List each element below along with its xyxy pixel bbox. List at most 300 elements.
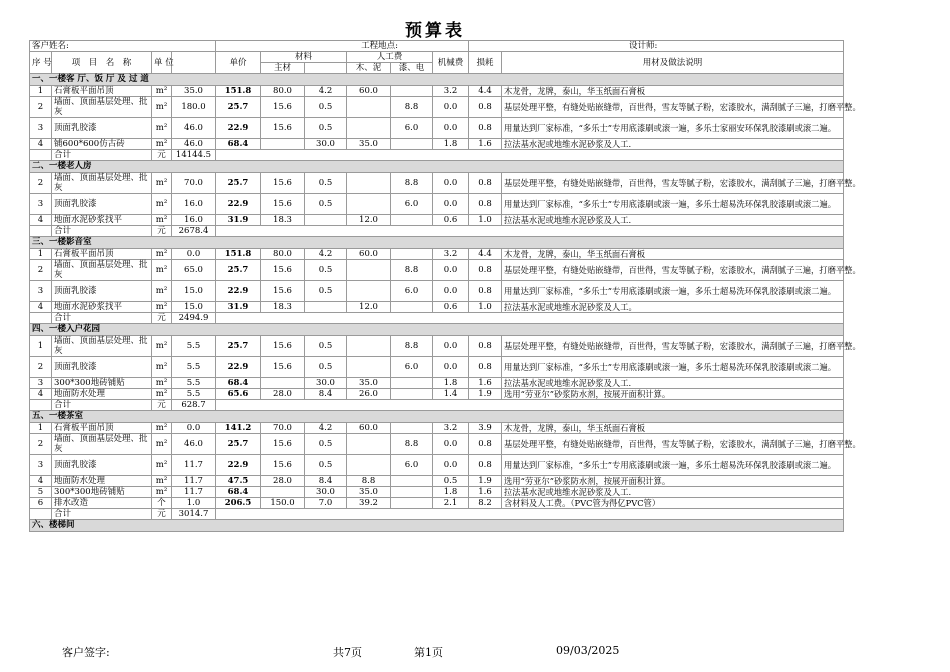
unit: m²: [152, 476, 172, 487]
paint-labor: 6.0: [391, 455, 433, 476]
item-name: 墙面、顶面基层处理、批灰: [52, 260, 152, 281]
subtotal-blank: [30, 150, 52, 161]
subtotal-row: [30, 313, 844, 324]
description: 基层处理平整，有缝处贴嵌缝带，百世得，雪友等腻子粉，宏漆胶水，满刮腻子三遍，打磨平整。: [502, 97, 844, 118]
main-material: 15.6: [261, 260, 305, 281]
machine-fee: 0.6: [433, 215, 469, 226]
subtotal-row: [30, 509, 844, 520]
table-row: [30, 357, 844, 378]
subtotal-blank: [30, 509, 52, 520]
subtotal-blank: [30, 400, 52, 411]
subtotal-rest: [216, 150, 844, 161]
wood-labor: [347, 455, 391, 476]
info-row: [30, 41, 844, 52]
header-seq: 序 号: [30, 52, 52, 74]
table-row: [30, 249, 844, 260]
unit-price: 22.9: [216, 281, 261, 302]
machine-fee: 3.2: [433, 86, 469, 97]
description: 拉法基水泥或地维水泥砂浆及人工.: [502, 139, 844, 150]
unit-price: 25.7: [216, 173, 261, 194]
budget-table: [29, 40, 861, 532]
main-material: 70.0: [261, 423, 305, 434]
main-material: [261, 139, 305, 150]
wood-labor: 60.0: [347, 423, 391, 434]
aux-material: [305, 302, 347, 313]
unit-price: 68.4: [216, 378, 261, 389]
description: 拉法基水泥或地维水泥砂浆及人工.: [502, 215, 844, 226]
row-number: 3: [30, 281, 52, 302]
row-number: 1: [30, 423, 52, 434]
paint-labor: 6.0: [391, 357, 433, 378]
machine-fee: 0.0: [433, 194, 469, 215]
subtotal-blank: [30, 313, 52, 324]
machine-fee: 0.0: [433, 281, 469, 302]
unit: m²: [152, 249, 172, 260]
table-row: [30, 336, 844, 357]
quantity: 0.0: [172, 249, 216, 260]
paint-labor: [391, 215, 433, 226]
row-number: 2: [30, 97, 52, 118]
unit: m²: [152, 455, 172, 476]
row-number: 4: [30, 139, 52, 150]
item-name: 墙面、顶面基层处理、批灰: [52, 434, 152, 455]
main-material: 18.3: [261, 215, 305, 226]
unit: m²: [152, 302, 172, 313]
section-title: 二、一楼老人房: [30, 161, 844, 173]
main-material: 15.6: [261, 118, 305, 139]
main-material: [261, 378, 305, 389]
quantity: 46.0: [172, 434, 216, 455]
table-row: [30, 139, 844, 150]
header-aux-material: [305, 63, 347, 74]
unit: m²: [152, 215, 172, 226]
unit: m²: [152, 173, 172, 194]
subtotal-label: 合计: [52, 313, 152, 324]
wood-labor: 12.0: [347, 215, 391, 226]
print-date: 09/03/2025: [556, 644, 620, 657]
paint-labor: [391, 389, 433, 400]
main-material: 15.6: [261, 434, 305, 455]
header-loss: 损耗: [469, 52, 502, 74]
paint-labor: [391, 423, 433, 434]
item-name: 顶面乳胶漆: [52, 194, 152, 215]
wood-labor: [347, 173, 391, 194]
subtotal-value: 2494.9: [172, 313, 216, 324]
section-title: 一、一楼客 厅、饭 厅 及 过 道: [30, 74, 844, 86]
loss: 0.8: [469, 194, 502, 215]
header-main-material: 主材: [261, 63, 305, 74]
unit: m²: [152, 281, 172, 302]
section-header: [30, 237, 844, 249]
item-name: 墙面、顶面基层处理、批灰: [52, 97, 152, 118]
unit: m²: [152, 423, 172, 434]
description: 基层处理平整，有缝处贴嵌缝带，百世得，雪友等腻子粉，宏漆胶水，满刮腻子三遍，打磨平整。: [502, 434, 844, 455]
aux-material: 4.2: [305, 423, 347, 434]
machine-fee: 3.2: [433, 423, 469, 434]
row-number: 3: [30, 455, 52, 476]
paint-labor: 8.8: [391, 260, 433, 281]
subtotal-row: [30, 400, 844, 411]
quantity: 16.0: [172, 215, 216, 226]
main-material: 80.0: [261, 86, 305, 97]
row-number: 4: [30, 389, 52, 400]
table-row: [30, 476, 844, 487]
aux-material: 0.5: [305, 194, 347, 215]
machine-fee: 1.8: [433, 378, 469, 389]
section-title: 六、楼梯间: [30, 520, 844, 532]
row-number: 5: [30, 487, 52, 498]
aux-material: 0.5: [305, 455, 347, 476]
unit-price: 25.7: [216, 97, 261, 118]
item-name: 石膏板平面吊顶: [52, 86, 152, 97]
description: 基层处理平整，有缝处贴嵌缝带，百世得，雪友等腻子粉，宏漆胶水，满刮腻子三遍，打磨平整。: [502, 336, 844, 357]
page-footer: [0, 644, 950, 664]
paint-labor: 8.8: [391, 434, 433, 455]
description: 木龙骨，龙牌，泰山，华玉纸面石膏板: [502, 249, 844, 260]
loss: 1.6: [469, 378, 502, 389]
main-material: [261, 487, 305, 498]
table-row: [30, 194, 844, 215]
row-number: 3: [30, 194, 52, 215]
loss: 1.6: [469, 487, 502, 498]
row-number: 3: [30, 378, 52, 389]
machine-fee: 0.0: [433, 118, 469, 139]
quantity: 65.0: [172, 260, 216, 281]
description: 木龙骨，龙牌，泰山，华玉纸面石膏板: [502, 86, 844, 97]
row-number: 1: [30, 86, 52, 97]
main-material: 15.6: [261, 173, 305, 194]
header-paint-labor: 漆、电: [391, 63, 433, 74]
subtotal-rest: [216, 226, 844, 237]
paint-labor: [391, 487, 433, 498]
table-row: [30, 118, 844, 139]
main-material: 15.6: [261, 281, 305, 302]
row-number: 1: [30, 249, 52, 260]
loss: 0.8: [469, 336, 502, 357]
aux-material: 0.5: [305, 260, 347, 281]
subtotal-value: 2678.4: [172, 226, 216, 237]
unit: m²: [152, 118, 172, 139]
description: 基层处理平整，有缝处贴嵌缝带，百世得，雪友等腻子粉，宏漆胶水，满刮腻子三遍，打磨平整。: [502, 173, 844, 194]
loss: 3.9: [469, 423, 502, 434]
subtotal-value: 14144.5: [172, 150, 216, 161]
loss: 0.8: [469, 455, 502, 476]
table-row: [30, 498, 844, 509]
section-header: [30, 520, 844, 532]
row-number: 2: [30, 357, 52, 378]
unit: m²: [152, 378, 172, 389]
wood-labor: [347, 434, 391, 455]
item-name: 地面水泥砂浆找平: [52, 215, 152, 226]
item-name: 地面水泥砂浆找平: [52, 302, 152, 313]
table-row: [30, 97, 844, 118]
paint-labor: [391, 302, 433, 313]
subtotal-value: 628.7: [172, 400, 216, 411]
header-wood-labor: 木、泥: [347, 63, 391, 74]
machine-fee: 0.0: [433, 260, 469, 281]
unit-price: 22.9: [216, 357, 261, 378]
quantity: 46.0: [172, 139, 216, 150]
description: 拉法基水泥或地维水泥砂浆及人工.: [502, 378, 844, 389]
site-label: 工程地点:: [216, 41, 469, 52]
unit-price: 68.4: [216, 139, 261, 150]
item-name: 石膏板平面吊顶: [52, 423, 152, 434]
quantity: 1.0: [172, 498, 216, 509]
machine-fee: 1.8: [433, 139, 469, 150]
item-name: 顶面乳胶漆: [52, 357, 152, 378]
quantity: 11.7: [172, 476, 216, 487]
table-row: [30, 86, 844, 97]
aux-material: 0.5: [305, 281, 347, 302]
machine-fee: 0.0: [433, 336, 469, 357]
subtotal-label: 合计: [52, 150, 152, 161]
table-row: [30, 434, 844, 455]
unit: m²: [152, 86, 172, 97]
description: 含材料及人工费。（PVC管为得亿PVC管）: [502, 498, 844, 509]
unit-price: 31.9: [216, 302, 261, 313]
loss: 0.8: [469, 281, 502, 302]
item-name: 石膏板平面吊顶: [52, 249, 152, 260]
loss: 1.0: [469, 302, 502, 313]
total-pages: 共7页: [333, 646, 362, 659]
unit: m²: [152, 97, 172, 118]
header-machine: 机械费: [433, 52, 469, 74]
unit-price: 25.7: [216, 434, 261, 455]
header-desc: 用材及做法说明: [502, 52, 844, 74]
main-material: 15.6: [261, 357, 305, 378]
aux-material: 0.5: [305, 336, 347, 357]
aux-material: 0.5: [305, 97, 347, 118]
section-header: [30, 161, 844, 173]
header-labor: 人工费: [347, 52, 433, 63]
quantity: 5.5: [172, 357, 216, 378]
paint-labor: 6.0: [391, 281, 433, 302]
machine-fee: 2.1: [433, 498, 469, 509]
unit-price: 22.9: [216, 194, 261, 215]
item-name: 地面防水处理: [52, 476, 152, 487]
aux-material: 0.5: [305, 118, 347, 139]
section-header: [30, 411, 844, 423]
unit: 个: [152, 498, 172, 509]
item-name: 顶面乳胶漆: [52, 455, 152, 476]
row-number: 6: [30, 498, 52, 509]
wood-labor: 60.0: [347, 86, 391, 97]
quantity: 5.5: [172, 378, 216, 389]
main-material: 15.6: [261, 336, 305, 357]
subtotal-label: 合计: [52, 226, 152, 237]
description: 拉法基水泥或地维水泥砂浆及人工.: [502, 487, 844, 498]
item-name: 排水改造: [52, 498, 152, 509]
row-number: 4: [30, 215, 52, 226]
subtotal-row: [30, 150, 844, 161]
table-row: [30, 455, 844, 476]
description: 拉法基水泥或地维水泥砂浆及人工。: [502, 302, 844, 313]
section-header: [30, 74, 844, 86]
customer-name-label: 客户姓名:: [30, 41, 216, 52]
aux-material: [305, 215, 347, 226]
subtotal-unit: 元: [152, 400, 172, 411]
loss: 0.8: [469, 357, 502, 378]
main-material: 80.0: [261, 249, 305, 260]
quantity: 180.0: [172, 97, 216, 118]
loss: 4.4: [469, 86, 502, 97]
header-price: 单价: [216, 52, 261, 74]
unit: m²: [152, 194, 172, 215]
unit-price: 22.9: [216, 455, 261, 476]
machine-fee: 0.0: [433, 455, 469, 476]
item-name: 地面防水处理: [52, 389, 152, 400]
wood-labor: 35.0: [347, 378, 391, 389]
aux-material: 30.0: [305, 487, 347, 498]
unit-price: 22.9: [216, 118, 261, 139]
quantity: 16.0: [172, 194, 216, 215]
table-row: [30, 487, 844, 498]
machine-fee: 0.5: [433, 476, 469, 487]
main-material: 15.6: [261, 97, 305, 118]
unit-price: 151.8: [216, 249, 261, 260]
row-number: 1: [30, 336, 52, 357]
main-material: 28.0: [261, 476, 305, 487]
header-material: 材料: [261, 52, 347, 63]
loss: 0.8: [469, 173, 502, 194]
unit-price: 25.7: [216, 336, 261, 357]
row-number: 4: [30, 476, 52, 487]
subtotal-unit: 元: [152, 150, 172, 161]
loss: 1.9: [469, 389, 502, 400]
main-material: 150.0: [261, 498, 305, 509]
machine-fee: 0.0: [433, 434, 469, 455]
description: 用量达到厂家标准，“多乐士”专用底漆刷或滚一遍，多乐士超易洗环保乳胶漆刷或滚二遍。: [502, 357, 844, 378]
table-row: [30, 423, 844, 434]
table-row: [30, 173, 844, 194]
loss: 0.8: [469, 97, 502, 118]
description: 用量达到厂家标准，“多乐士”专用底漆刷或滚一遍，多乐士超易洗环保乳胶漆刷或滚二遍。: [502, 455, 844, 476]
loss: 1.0: [469, 215, 502, 226]
description: 用量达到厂家标准，“多乐士”专用底漆刷或滚一遍，多乐士超易洗环保乳胶漆刷或滚二遍。: [502, 194, 844, 215]
paint-labor: 8.8: [391, 336, 433, 357]
loss: 0.8: [469, 118, 502, 139]
subtotal-rest: [216, 313, 844, 324]
machine-fee: 1.8: [433, 487, 469, 498]
quantity: 70.0: [172, 173, 216, 194]
header-qty: [172, 52, 216, 74]
row-number: 2: [30, 434, 52, 455]
paint-labor: [391, 498, 433, 509]
wood-labor: [347, 194, 391, 215]
item-name: 铺600*600仿古砖: [52, 139, 152, 150]
section-title: 五、一楼茶室: [30, 411, 844, 423]
main-material: 28.0: [261, 389, 305, 400]
quantity: 0.0: [172, 423, 216, 434]
wood-labor: [347, 281, 391, 302]
paint-labor: [391, 378, 433, 389]
description: 用量达到厂家标准，“多乐士”专用底漆刷或滚一遍，多乐士家丽安环保乳胶漆刷或滚二遍。: [502, 118, 844, 139]
row-number: 2: [30, 260, 52, 281]
wood-labor: [347, 118, 391, 139]
unit-price: 68.4: [216, 487, 261, 498]
quantity: 5.5: [172, 389, 216, 400]
customer-signature-label: 客户签字:: [62, 646, 110, 659]
item-name: 300*300地砖铺贴: [52, 487, 152, 498]
header-row-1: [30, 52, 844, 63]
item-name: 顶面乳胶漆: [52, 118, 152, 139]
item-name: 墙面、顶面基层处理、批灰: [52, 173, 152, 194]
subtotal-label: 合计: [52, 509, 152, 520]
loss: 0.8: [469, 260, 502, 281]
subtotal-unit: 元: [152, 226, 172, 237]
paint-labor: [391, 139, 433, 150]
wood-labor: 60.0: [347, 249, 391, 260]
main-material: 15.6: [261, 455, 305, 476]
description: 选用“劳亚尔”砂浆防水剂，按展开面积计算。: [502, 476, 844, 487]
unit: m²: [152, 260, 172, 281]
loss: 1.6: [469, 139, 502, 150]
loss: 1.9: [469, 476, 502, 487]
header-unit: 单 位: [152, 52, 172, 74]
paint-labor: 6.0: [391, 118, 433, 139]
wood-labor: [347, 357, 391, 378]
machine-fee: 0.0: [433, 97, 469, 118]
wood-labor: [347, 97, 391, 118]
unit: m²: [152, 434, 172, 455]
unit-price: 65.6: [216, 389, 261, 400]
paint-labor: [391, 476, 433, 487]
current-page: 第1页: [414, 646, 443, 659]
unit: m²: [152, 336, 172, 357]
item-name: 墙面、顶面基层处理、批灰: [52, 336, 152, 357]
aux-material: 4.2: [305, 86, 347, 97]
aux-material: 8.4: [305, 476, 347, 487]
row-number: 4: [30, 302, 52, 313]
unit: m²: [152, 357, 172, 378]
aux-material: 4.2: [305, 249, 347, 260]
unit-price: 141.2: [216, 423, 261, 434]
loss: 4.4: [469, 249, 502, 260]
paint-labor: [391, 249, 433, 260]
quantity: 11.7: [172, 487, 216, 498]
paint-labor: 8.8: [391, 97, 433, 118]
unit-price: 31.9: [216, 215, 261, 226]
quantity: 5.5: [172, 336, 216, 357]
subtotal-blank: [30, 226, 52, 237]
subtotal-row: [30, 226, 844, 237]
page-title: 预算表: [405, 21, 465, 41]
unit: m²: [152, 139, 172, 150]
section-title: 三、一楼影音室: [30, 237, 844, 249]
unit-price: 25.7: [216, 260, 261, 281]
subtotal-label: 合计: [52, 400, 152, 411]
aux-material: 30.0: [305, 378, 347, 389]
paint-labor: 6.0: [391, 194, 433, 215]
subtotal-unit: 元: [152, 313, 172, 324]
section-header: [30, 324, 844, 336]
table-row: [30, 215, 844, 226]
wood-labor: 35.0: [347, 139, 391, 150]
aux-material: 7.0: [305, 498, 347, 509]
table-row: [30, 389, 844, 400]
description: 基层处理平整，有缝处贴嵌缝带，百世得，雪友等腻子粉，宏漆胶水，满刮腻子三遍，打磨平整。: [502, 260, 844, 281]
description: 木龙骨，龙牌，泰山，华玉纸面石膏板: [502, 423, 844, 434]
loss: 0.8: [469, 434, 502, 455]
table-row: [30, 378, 844, 389]
description: 用量达到厂家标准，“多乐士”专用底漆刷或滚一遍，多乐士超易洗环保乳胶漆刷或滚二遍。: [502, 281, 844, 302]
subtotal-rest: [216, 400, 844, 411]
header-item: 项 目 名 称: [52, 52, 152, 74]
table-row: [30, 260, 844, 281]
row-number: 3: [30, 118, 52, 139]
subtotal-unit: 元: [152, 509, 172, 520]
designer-label: 设计师:: [469, 41, 844, 52]
